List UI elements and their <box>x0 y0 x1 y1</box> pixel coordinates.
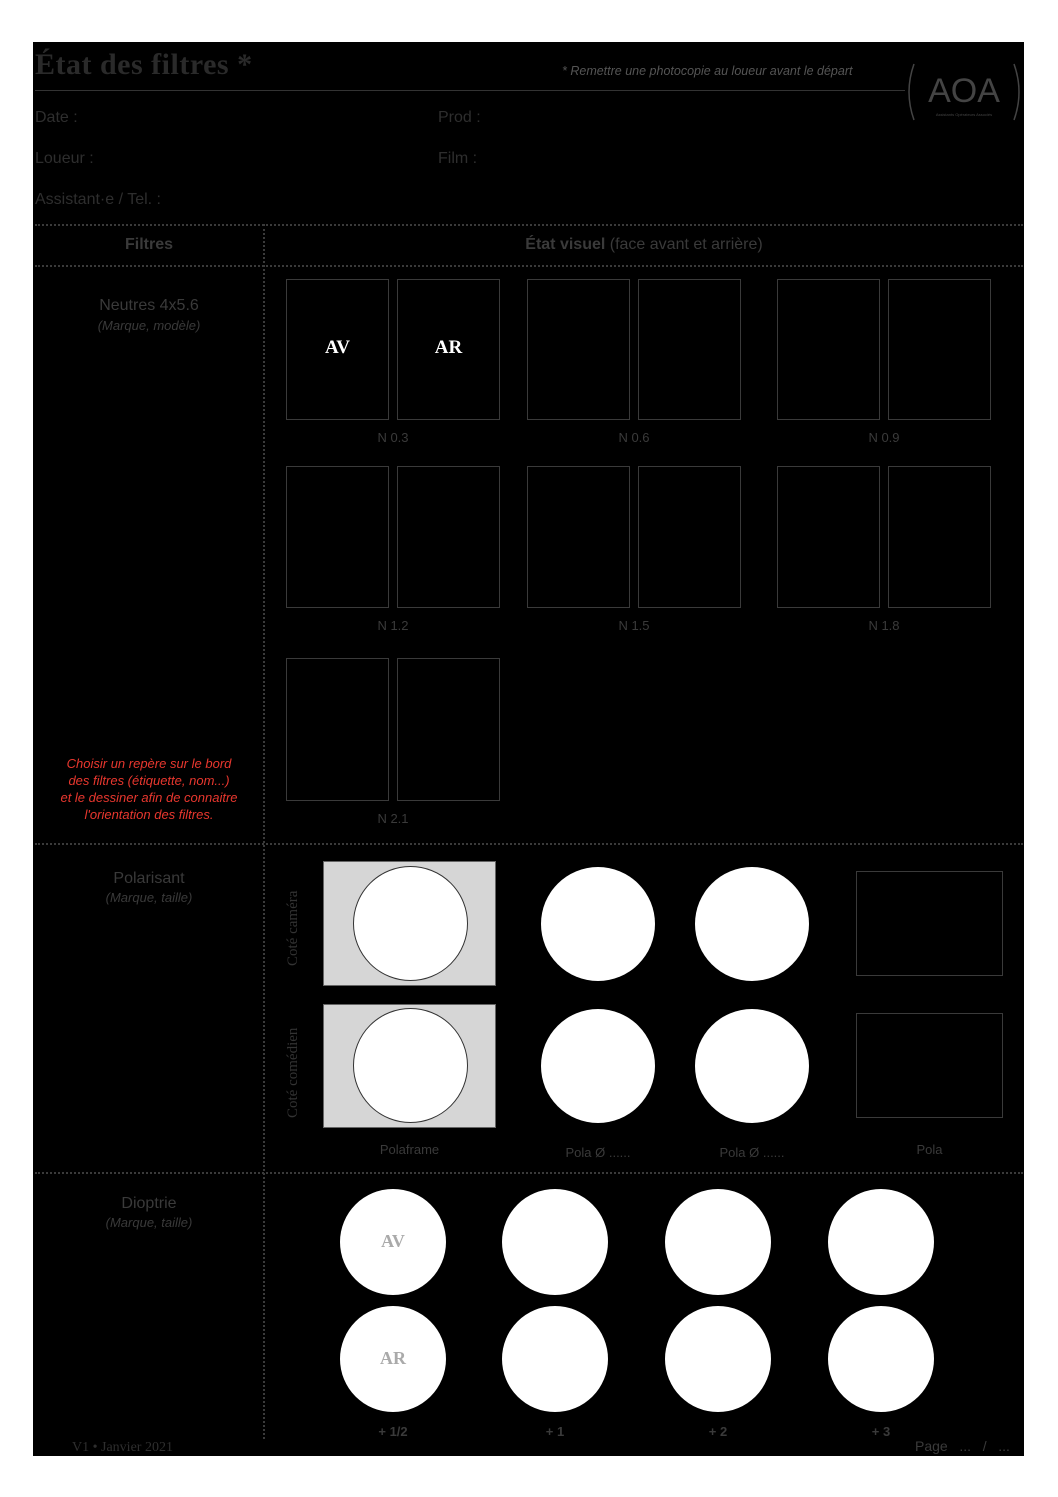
polaframe-camera-circle[interactable] <box>353 866 468 981</box>
diopter-1-label: + 1 <box>545 1424 565 1439</box>
neutres-subtitle: (Marque, modèle) <box>97 318 201 333</box>
loueur-field[interactable]: Loueur : <box>35 150 94 167</box>
diopter-2-front-circle[interactable] <box>665 1189 771 1295</box>
n18-back-box[interactable] <box>888 466 991 608</box>
photocopy-note: * Remettre une photocopie au loueur avant le départ <box>562 64 853 78</box>
n18-front-box[interactable] <box>777 466 880 608</box>
pola-diameter2-camera-circle[interactable] <box>695 867 809 981</box>
n12-back-box[interactable] <box>397 466 500 608</box>
polarisant-subtitle: (Marque, taille) <box>105 890 193 905</box>
n09-back-box[interactable] <box>888 279 991 420</box>
diopter-av-label: AV <box>381 1231 405 1251</box>
etat-rest: (face avant et arrière) <box>605 236 763 253</box>
etat-bold: État visuel <box>525 236 606 253</box>
film-field[interactable]: Film : <box>438 150 478 167</box>
n03-label: N 0.3 <box>377 430 409 445</box>
n06-front-box[interactable] <box>527 279 630 420</box>
polaframe-comedien-circle[interactable] <box>353 1008 468 1123</box>
diopter-2-label: + 2 <box>708 1424 728 1439</box>
logo-subtext: Assistants Opérateurs Associés <box>935 112 993 117</box>
instruction-line: des filtres (étiquette, nom...) <box>68 773 230 788</box>
pola-comedien-box[interactable] <box>856 1013 1003 1118</box>
n21-front-box[interactable] <box>286 658 389 801</box>
pola-label: Pola <box>916 1142 943 1157</box>
version-date: V1 • Janvier 2021 <box>72 1440 173 1455</box>
polaframe-label: Polaframe <box>379 1142 440 1157</box>
n09-label: N 0.9 <box>868 430 900 445</box>
diopter-1-front-circle[interactable] <box>502 1189 608 1295</box>
n12-front-box[interactable] <box>286 466 389 608</box>
neutres-title: Neutres 4x5.6 <box>99 297 199 314</box>
ar-label: AR <box>434 337 463 358</box>
header-bottom-rule <box>35 265 1023 267</box>
diopter-3-label: + 3 <box>871 1424 891 1439</box>
aoa-logo <box>904 60 1024 124</box>
n15-front-box[interactable] <box>527 466 630 608</box>
n15-label: N 1.5 <box>618 618 650 633</box>
column-header-etat <box>264 236 1024 254</box>
polarisant-bottom-rule <box>35 1172 1023 1174</box>
neutres-bottom-rule <box>35 843 1023 845</box>
n18-label: N 1.8 <box>868 618 900 633</box>
pola-diameter2-label: Pola Ø ...... <box>719 1145 785 1160</box>
instruction-line: et le dessiner afin de connaitre <box>60 790 238 805</box>
n15-back-box[interactable] <box>638 466 741 608</box>
table-top-rule <box>35 224 1023 226</box>
page-number: Page ... / ... <box>915 1438 1010 1454</box>
n09-front-box[interactable] <box>777 279 880 420</box>
orientation-instruction <box>34 755 264 823</box>
pola-camera-box[interactable] <box>856 871 1003 976</box>
diopter-2-back-circle[interactable] <box>665 1306 771 1412</box>
page-title: État des filtres * <box>35 48 253 81</box>
polarisant-title: Polarisant <box>113 870 185 887</box>
av-label: AV <box>325 337 350 358</box>
logo-text: AOA <box>928 72 1000 110</box>
cote-comedien-label: Coté comédien <box>285 1027 301 1118</box>
prod-field[interactable]: Prod : <box>438 109 481 126</box>
column-header-filtres: Filtres <box>124 236 173 253</box>
pola-diameter2-comedien-circle[interactable] <box>695 1009 809 1123</box>
n06-back-box[interactable] <box>638 279 741 420</box>
diopter-ar-label: AR <box>380 1348 406 1368</box>
cote-camera-label: Coté caméra <box>285 890 301 966</box>
pola-diameter1-label: Pola Ø ...... <box>565 1145 631 1160</box>
dioptrie-title: Dioptrie <box>121 1195 177 1212</box>
n06-label: N 0.6 <box>618 430 650 445</box>
n21-label: N 2.1 <box>377 811 409 826</box>
diopter-1-back-circle[interactable] <box>502 1306 608 1412</box>
column-divider <box>263 224 265 1439</box>
pola-diameter1-camera-circle[interactable] <box>541 867 655 981</box>
diopter-3-back-circle[interactable] <box>828 1306 934 1412</box>
assistant-field[interactable]: Assistant·e / Tel. : <box>35 191 161 208</box>
pola-diameter1-comedien-circle[interactable] <box>541 1009 655 1123</box>
date-field[interactable]: Date : <box>35 109 78 126</box>
instruction-line: l'orientation des filtres. <box>84 807 214 822</box>
instruction-line: Choisir un repère sur le bord <box>66 756 232 771</box>
diopter-half-label: + 1/2 <box>378 1424 408 1439</box>
dioptrie-subtitle: (Marque, taille) <box>105 1215 193 1230</box>
title-divider <box>35 90 905 91</box>
diopter-3-front-circle[interactable] <box>828 1189 934 1295</box>
n21-back-box[interactable] <box>397 658 500 801</box>
n12-label: N 1.2 <box>377 618 409 633</box>
